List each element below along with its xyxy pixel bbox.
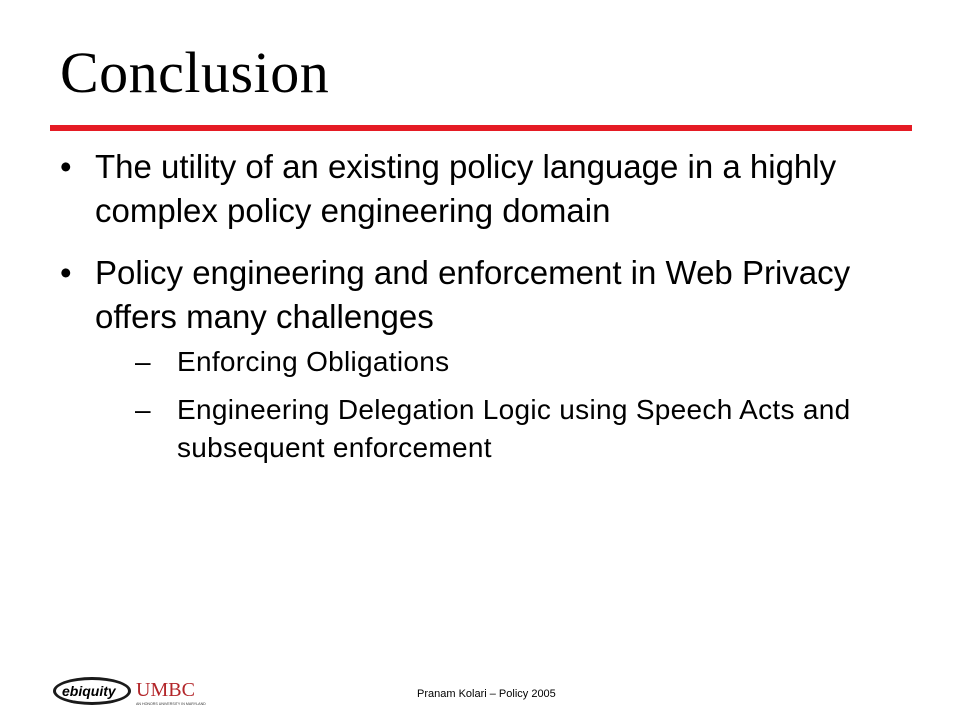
ebiquity-logo-text: ebiquity: [62, 683, 116, 699]
sub-bullet-item: [135, 343, 910, 381]
title-underline: [50, 125, 912, 131]
footer-credit: Pranam Kolari – Policy 2005: [417, 688, 556, 700]
sub-bullet-text: Engineering Delegation Logic using Speech Acts and subsequent enforcement: [177, 394, 851, 463]
bullet-list: [60, 145, 910, 485]
sub-bullet-text: Enforcing Obligations: [177, 346, 450, 377]
bullet-item: [60, 251, 910, 467]
bullet-item: [60, 145, 910, 233]
sub-bullet-item: [135, 391, 910, 467]
bullet-text: The utility of an existing policy language in a highly complex policy engineering domain: [95, 148, 837, 229]
bullet-marker: •: [60, 148, 72, 185]
sub-bullet-list: [60, 343, 910, 467]
umbc-logo-text: UMBC: [136, 679, 195, 701]
bullet-marker: •: [60, 254, 72, 291]
bullet-text: Policy engineering and enforcement in Web Privacy offers many challenges: [95, 254, 851, 335]
ebiquity-umbc-logo: [52, 674, 262, 710]
sub-bullet-marker: –: [135, 346, 151, 377]
umbc-logo-tagline: AN HONORS UNIVERSITY IN MARYLAND: [136, 702, 206, 706]
slide-title: Conclusion: [60, 40, 330, 105]
sub-bullet-marker: –: [135, 394, 151, 425]
